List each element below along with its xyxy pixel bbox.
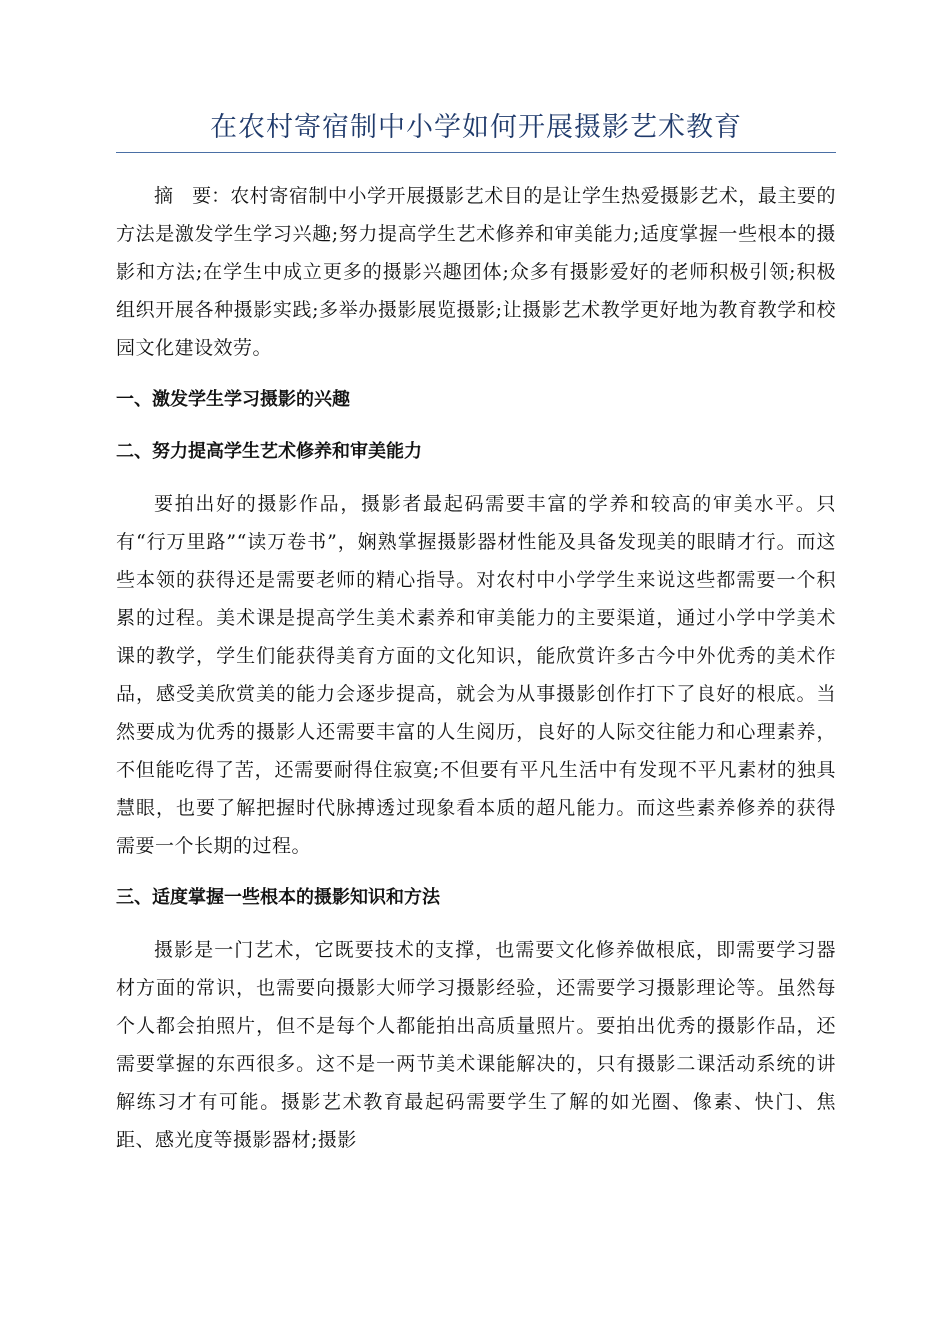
abstract-label: 摘 要： — [154, 185, 231, 207]
document-title: 在农村寄宿制中小学如何开展摄影艺术教育 — [116, 108, 836, 153]
section-heading-3: 三、适度掌握一些根本的摄影知识和方法 — [116, 887, 440, 908]
abstract-text: 农村寄宿制中小学开展摄影艺术目的是让学生热爱摄影艺术，最主要的方法是激发学生学习兴趣;努力提高学生艺术修养和审美能力;适度掌握一些根本的摄影和方法;在学生中成立更多的摄影兴趣团体;众多有摄影爱好的老师积极引领;积极组织开展各种摄影实践;多举办摄影展览摄影;让摄影艺术教学更好地为教育教学和校园文化建设效劳。 — [116, 185, 836, 359]
section-heading-1: 一、激发学生学习摄影的兴趣 — [116, 389, 350, 410]
section-heading-2: 二、努力提高学生艺术修养和审美能力 — [116, 441, 422, 462]
section-2-paragraph: 要拍出好的摄影作品，摄影者最起码需要丰富的学养和较高的审美水平。只有“行万里路”“读万卷书”，娴熟掌握摄影器材性能及具备发现美的眼睛才行。而这些本领的获得还是需要老师的精心指导。对农村中小学学生来说这些都需要一个积累的过程。美术课是提高学生美术素养和审美能力的主要渠道，通过小学中学美术课的教学，学生们能获得美育方面的文化知识，能欣赏许多古今中外优秀的美术作品，感受美欣赏美的能力会逐步提高，就会为从事摄影创作打下了良好的根底。当然要成为优秀的摄影人还需要丰富的人生阅历，良好的人际交往能力和心理素养，不但能吃得了苦，还需要耐得住寂寞;不但要有平凡生活中有发现不平凡素材的独具慧眼，也要了解把握时代脉搏透过现象看本质的超凡能力。而这些素养修养的获得需要一个长期的过程。 — [116, 493, 836, 857]
abstract-paragraph — [116, 177, 836, 367]
section-3-paragraph: 摄影是一门艺术，它既要技术的支撑，也需要文化修养做根底，即需要学习器材方面的常识，也需要向摄影大师学习摄影经验，还需要学习摄影理论等。虽然每个人都会拍照片，但不是每个人都能拍出高质量照片。要拍出优秀的摄影作品，还需要掌握的东西很多。这不是一两节美术课能解决的，只有摄影二课活动系统的讲解练习才有可能。摄影艺术教育最起码需要学生了解的如光圈、像素、快门、焦距、感光度等摄影器材;摄影 — [116, 939, 836, 1151]
document-page — [116, 108, 836, 1159]
